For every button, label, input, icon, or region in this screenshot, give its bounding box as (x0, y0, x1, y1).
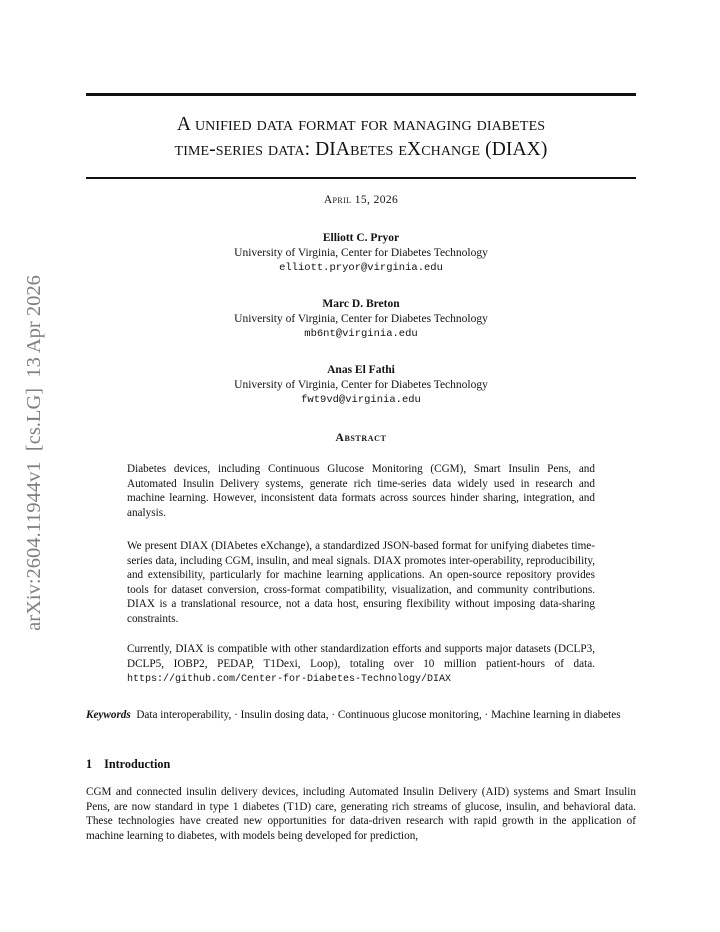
introduction-paragraph: CGM and connected insulin delivery devices, including Automated Insulin Delivery (AID) systems and Smart Insulin Pens, are now standard in type 1 diabetes (T1D) care, generating rich streams of glucose, insulin, and behavioral data. These technologies have created new opportunities for data-driven research with rapid growth in the application of machine learning to diabetes, with models being developed for prediction, (86, 786, 636, 842)
author-name: Elliott C. Pryor (322, 232, 400, 244)
section-title: Introduction (104, 757, 171, 771)
author-block-1 (86, 231, 636, 276)
arxiv-stamp: arXiv:2604.11944v1 [cs.LG] 13 Apr 2026 (23, 275, 45, 631)
author-affiliation: University of Virginia, Center for Diabetes Technology (234, 379, 488, 391)
abstract-paragraph-3 (127, 642, 595, 688)
abstract-paragraph-3-text: Currently, DIAX is compatible with other standardization efforts and supports major datasets (DCLP3, DCLP5, IOBP2, PEDAP, T1Dexi, Loop), totaling over 10 million patient-hours of data. (127, 643, 595, 670)
title-line-2: time-series data: DIAbetes eXchange (DIAX) (174, 139, 548, 160)
repository-url: https://github.com/Center-for-Diabetes-Technology/DIAX (127, 674, 452, 686)
abstract-paragraph-1: Diabetes devices, including Continuous Glucose Monitoring (CGM), Smart Insulin Pens, and Automated Insulin Delivery systems, generate rich time-series data widely used in research and machine learning. However, inconsistent data formats across sources hinder sharing, integration, and analysis. (127, 463, 595, 519)
author-name: Marc D. Breton (322, 298, 400, 310)
section-number: 1 (86, 757, 93, 771)
keywords-label: Keywords (86, 709, 131, 721)
author-email: mb6nt@virginia.edu (304, 328, 418, 340)
keywords (86, 708, 636, 723)
title-rule-bottom (86, 177, 636, 179)
author-block-2 (86, 297, 636, 342)
author-email: elliott.pryor@virginia.edu (279, 262, 443, 274)
author-block-3 (86, 363, 636, 408)
section-heading-introduction (86, 757, 170, 772)
author-affiliation: University of Virginia, Center for Diabetes Technology (234, 313, 488, 325)
title-line-1: A unified data format for managing diabetes (176, 114, 546, 135)
author-affiliation: University of Virginia, Center for Diabetes Technology (234, 247, 488, 259)
title-rule-top (86, 93, 636, 96)
abstract-paragraph-2: We present DIAX (DIAbetes eXchange), a standardized JSON-based format for unifying diabetes time-series data, including CGM, insulin, and meal signals. DIAX promotes inter-operability, reproducibility, and extensibility, particularly for machine learning applications. An open-source repository provides tools for dataset conversion, cross-format compatibility, visualization, and community contributions. DIAX is a translational resource, not a data host, ensuring flexibility without imposing data-sharing constraints. (127, 540, 595, 625)
abstract-heading: Abstract (335, 432, 387, 444)
author-name: Anas El Fathi (327, 364, 395, 376)
paper-date: April 15, 2026 (323, 194, 399, 206)
author-email: fwt9vd@virginia.edu (301, 394, 421, 406)
keywords-text: Data interoperability, · Insulin dosing data, · Continuous glucose monitoring, · Machine learning in diabetes (136, 709, 621, 721)
